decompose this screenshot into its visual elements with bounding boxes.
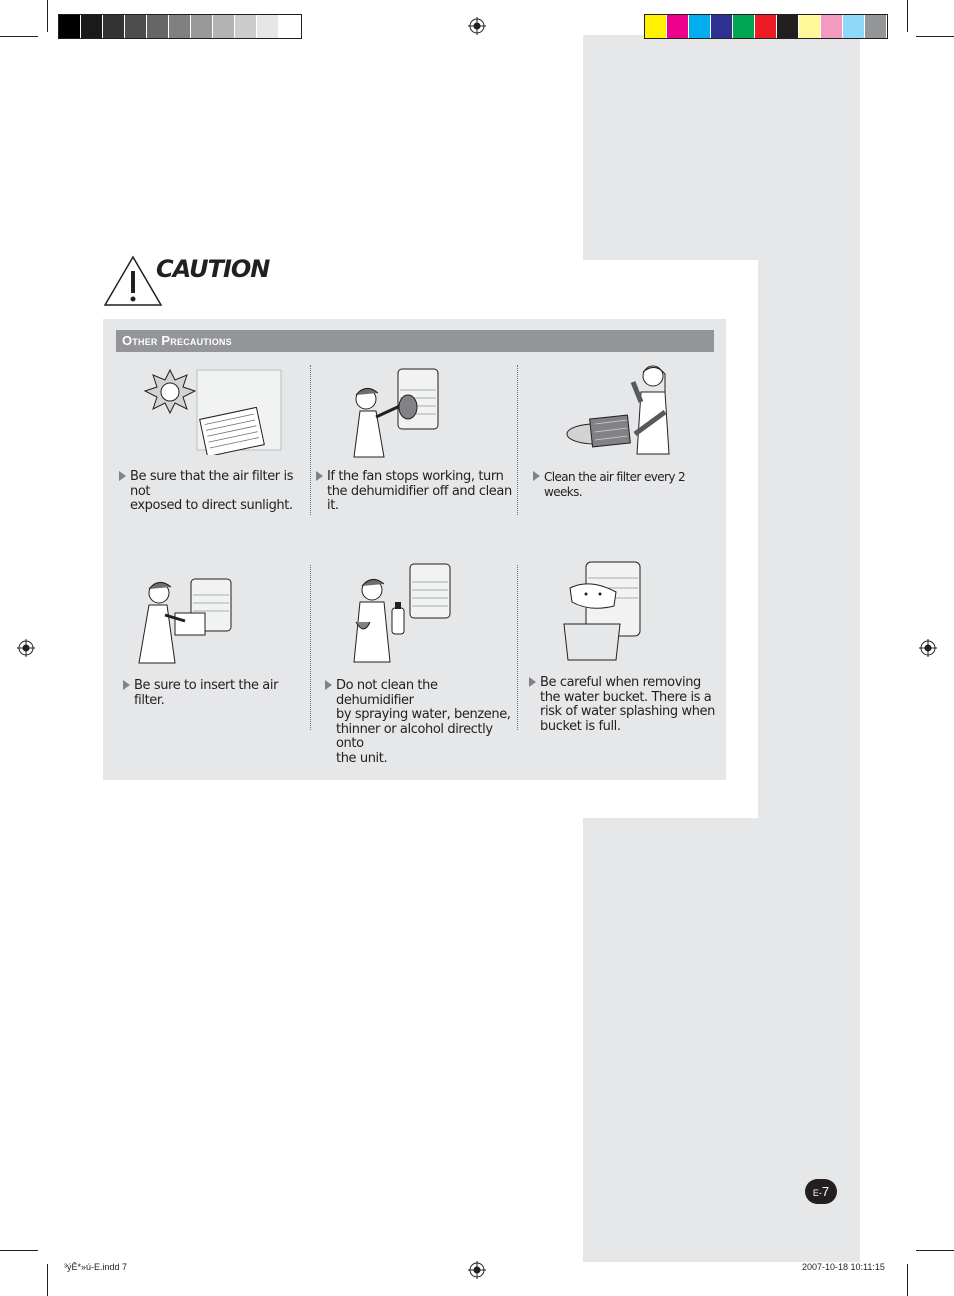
water-bucket-illustration [560, 560, 645, 665]
registration-target-icon [919, 639, 937, 657]
sunlight-filter-illustration [135, 365, 285, 455]
bullet-arrow-icon [325, 680, 332, 690]
color-swatch [733, 15, 755, 38]
bullet-arrow-icon [123, 680, 130, 690]
insert-filter-illustration [135, 575, 235, 667]
color-swatch [689, 15, 711, 38]
color-swatch [257, 15, 279, 38]
precaution-item-1: Be sure that the air filter is not exposed to direct sunlight. [130, 470, 305, 514]
bullet-arrow-icon [533, 471, 540, 481]
precaution-item-3: Clean the air filter every 2 weeks. [544, 470, 720, 499]
registration-target-icon [468, 1261, 486, 1279]
footer-filename: ³ýÊ*»ú-E.indd 7 [64, 1262, 128, 1272]
crop-mark [47, 1264, 48, 1296]
color-swatch [59, 15, 81, 38]
color-swatch [235, 15, 257, 38]
crop-mark [0, 1250, 38, 1251]
column-divider [310, 365, 311, 515]
precaution-item-2: If the fan stops working, turn the dehumidifier off and clean it. [327, 470, 512, 514]
color-swatch [821, 15, 843, 38]
crop-mark [0, 36, 38, 37]
precaution-item-5: Do not clean the dehumidifier by spraying water, benzene, thinner or alcohol directly onto the unit. [336, 679, 514, 766]
page-prefix: E- [812, 1188, 822, 1198]
color-swatch [711, 15, 733, 38]
column-divider [310, 565, 311, 730]
section-header [116, 330, 714, 352]
caution-title: CAUTION [156, 255, 270, 283]
color-swatch [667, 15, 689, 38]
color-swatch [279, 15, 301, 38]
color-swatch [645, 15, 667, 38]
warning-triangle-icon [103, 255, 163, 307]
crop-mark [916, 36, 954, 37]
color-swatch [213, 15, 235, 38]
footer-timestamp: 2007-10-18 10:11:15 [802, 1262, 885, 1272]
section-title: Other Precautions [122, 333, 232, 348]
crop-mark [907, 1264, 908, 1296]
page-number: 7 [821, 1184, 830, 1199]
washing-filter-illustration [565, 362, 680, 457]
bullet-arrow-icon [119, 471, 126, 481]
color-swatch [799, 15, 821, 38]
spray-bottle-illustration [340, 560, 455, 665]
gray-swatch-strip [58, 14, 302, 39]
color-swatch [103, 15, 125, 38]
bullet-arrow-icon [529, 677, 536, 687]
crop-mark [907, 0, 908, 32]
color-swatch [191, 15, 213, 38]
crop-mark [47, 0, 48, 32]
color-swatch [147, 15, 169, 38]
color-swatch [865, 15, 887, 38]
color-swatch [777, 15, 799, 38]
color-swatch [169, 15, 191, 38]
color-swatch [843, 15, 865, 38]
column-divider [517, 565, 518, 730]
page-number-badge [805, 1179, 837, 1204]
color-swatch-strip [644, 14, 888, 39]
color-swatch [125, 15, 147, 38]
crop-mark [916, 1250, 954, 1251]
bullet-arrow-icon [316, 471, 323, 481]
registration-target-icon [468, 17, 486, 35]
registration-target-icon [17, 639, 35, 657]
color-swatch [755, 15, 777, 38]
column-divider [517, 365, 518, 515]
precaution-item-4: Be sure to insert the air filter. [134, 679, 309, 708]
precaution-item-6: Be careful when removing the water bucket. There is a risk of water splashing when bucket is full. [540, 676, 720, 734]
cleaning-unit-illustration [350, 365, 450, 460]
color-swatch [81, 15, 103, 38]
